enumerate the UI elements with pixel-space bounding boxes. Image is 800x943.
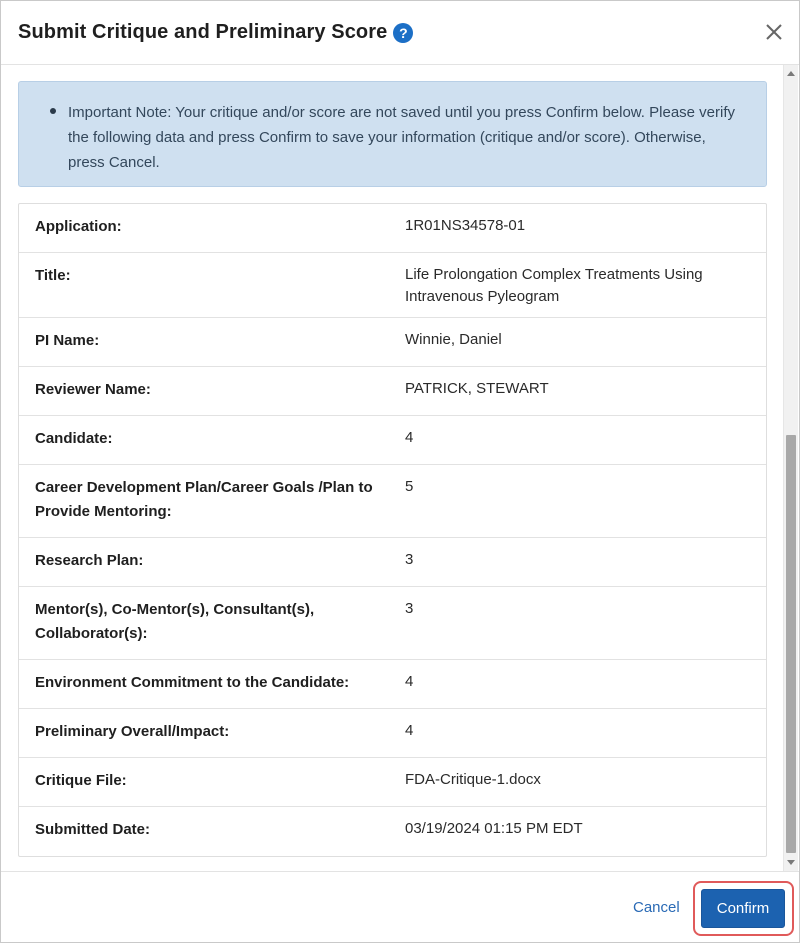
row-value: 4 xyxy=(405,722,414,739)
table-row xyxy=(19,204,766,253)
question-circle-icon[interactable]: ? xyxy=(393,23,413,43)
table-row xyxy=(19,367,766,416)
row-value: 4 xyxy=(405,673,414,690)
dialog-title: Submit Critique and Preliminary Score xyxy=(18,21,388,43)
row-label: Environment Commitment to the Candidate: xyxy=(35,674,350,691)
row-label: Title: xyxy=(35,267,71,284)
row-value: Life Prolongation Complex Treatments Using Intravenous Pyleogram xyxy=(405,266,703,305)
details-table xyxy=(18,203,767,857)
dialog-footer xyxy=(1,871,799,943)
bullet-icon xyxy=(50,108,56,114)
row-value: 1R01NS34578-01 xyxy=(405,217,526,234)
row-value: PATRICK, STEWART xyxy=(405,380,549,397)
row-value: 3 xyxy=(405,551,414,568)
row-label: Reviewer Name: xyxy=(35,381,151,398)
row-label: Preliminary Overall/Impact: xyxy=(35,723,230,740)
close-icon[interactable] xyxy=(763,21,785,43)
row-value: 03/19/2024 01:15 PM EDT xyxy=(405,820,583,837)
row-label: Candidate: xyxy=(35,430,113,447)
table-row xyxy=(19,538,766,587)
body-scrollbar[interactable] xyxy=(783,65,798,871)
important-note-text: Important Note: Your critique and/or score are not saved until you press Confirm below. Please verify the following data and press Confirm to save your information (critique and/or score). Otherwise, press Cancel. xyxy=(68,104,736,171)
dialog-header xyxy=(1,1,799,65)
table-row xyxy=(19,253,766,318)
scrollbar-thumb[interactable] xyxy=(786,435,796,853)
cancel-button[interactable]: Cancel xyxy=(633,899,680,916)
table-row xyxy=(19,758,766,807)
table-row xyxy=(19,587,766,660)
table-row xyxy=(19,709,766,758)
table-row xyxy=(19,660,766,709)
row-label: Research Plan: xyxy=(35,552,144,569)
scroll-down-icon[interactable] xyxy=(787,860,795,865)
row-label: Application: xyxy=(35,218,122,235)
table-row xyxy=(19,807,766,856)
table-row xyxy=(19,416,766,465)
row-label: Career Development Plan/Career Goals /Plan to Provide Mentoring: xyxy=(35,479,373,520)
row-value: 4 xyxy=(405,429,414,446)
critique-file-value: FDA-Critique-1.docx xyxy=(405,771,541,788)
row-value: Winnie, Daniel xyxy=(405,331,502,348)
scroll-up-icon[interactable] xyxy=(787,71,795,76)
row-value: 3 xyxy=(405,600,414,617)
important-note xyxy=(18,81,767,187)
dialog-body xyxy=(1,65,784,871)
row-label: PI Name: xyxy=(35,332,100,349)
table-row xyxy=(19,318,766,367)
row-value: 5 xyxy=(405,478,414,495)
row-label: Critique File: xyxy=(35,772,127,789)
row-label: Submitted Date: xyxy=(35,821,151,838)
confirm-button[interactable]: Confirm xyxy=(701,889,785,928)
table-row xyxy=(19,465,766,538)
row-label: Mentor(s), Co-Mentor(s), Consultant(s), Collaborator(s): xyxy=(35,601,315,642)
